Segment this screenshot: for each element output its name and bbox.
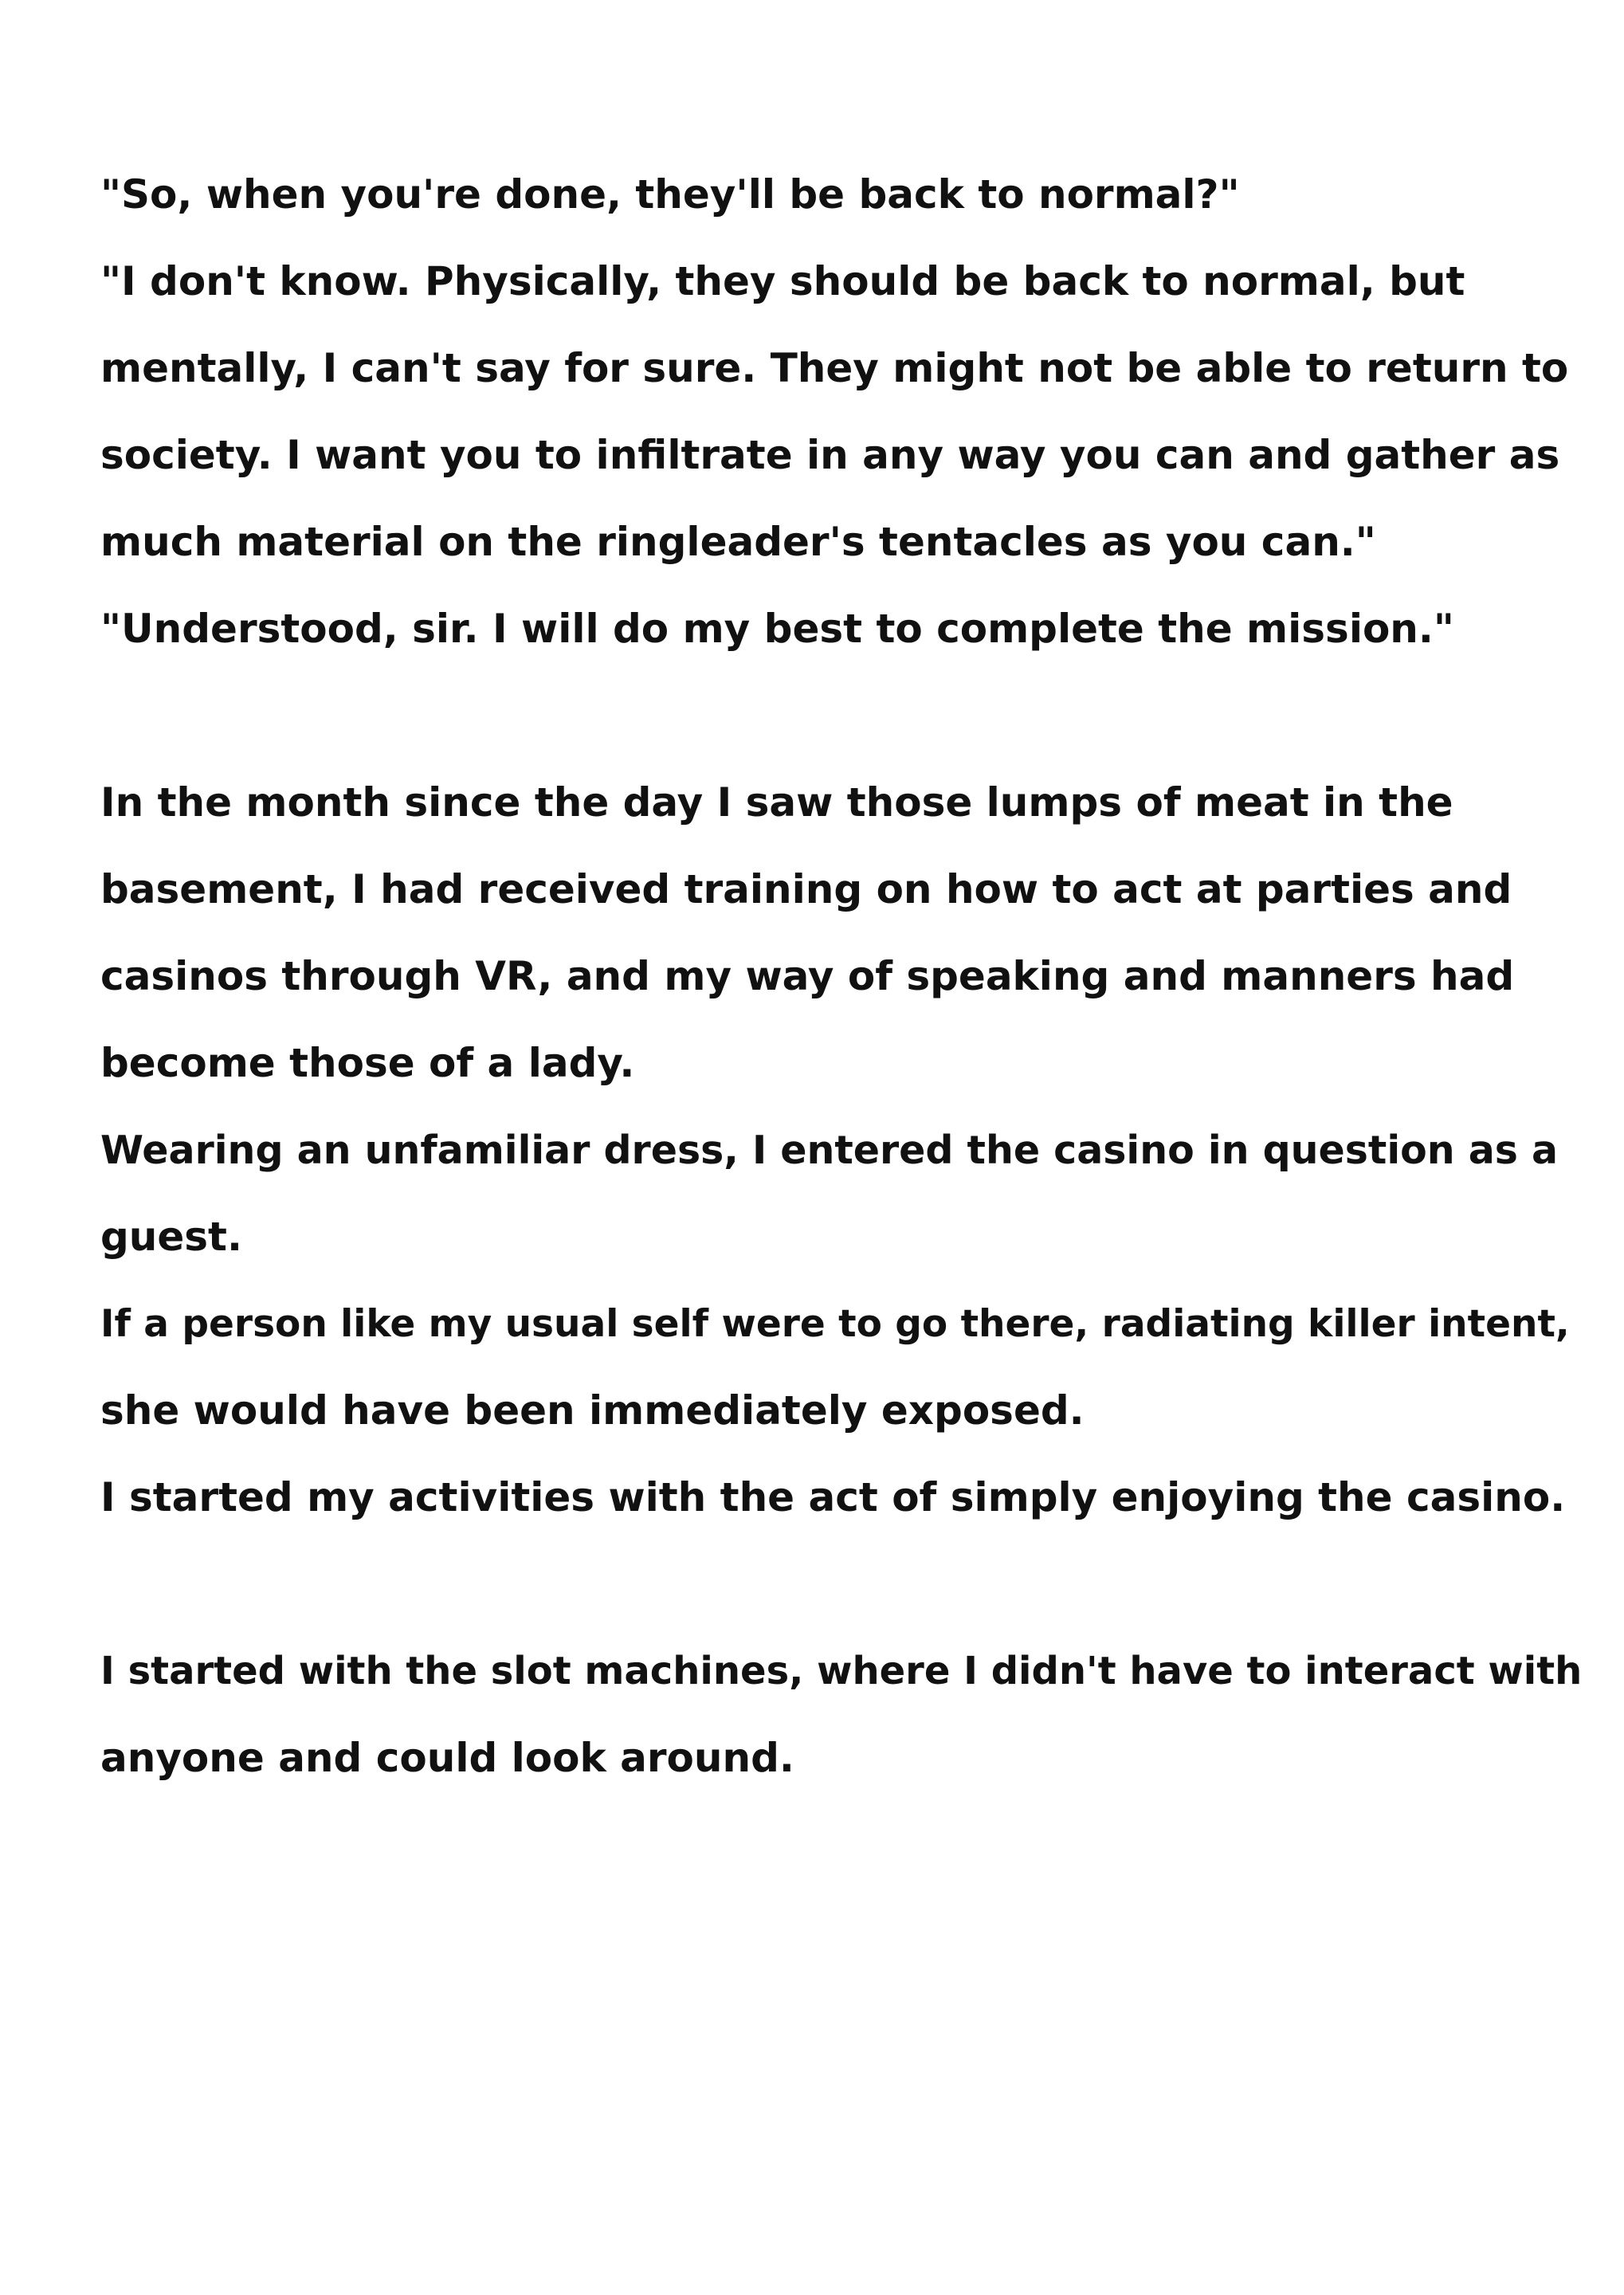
text-line: In the month since the day I saw those lumps of meat in the bbox=[100, 779, 1453, 826]
text-line: society. I want you to infiltrate in any way you can and gather as bbox=[100, 432, 1560, 478]
text-line: If a person like my usual self were to go there, radiating killer intent, bbox=[100, 1302, 1570, 1346]
text-line: "Understood, sir. I will do my best to complete the mission." bbox=[100, 606, 1454, 652]
text-line: Wearing an unfamiliar dress, I entered the casino in question as a bbox=[100, 1128, 1559, 1173]
text-line: become those of a lady. bbox=[100, 1040, 635, 1086]
text-line: much material on the ringleader's tentacles as you can." bbox=[100, 519, 1376, 565]
text-line: I started with the slot machines, where I didn't have to interact with bbox=[100, 1649, 1583, 1693]
text-line: she would have been immediately exposed. bbox=[100, 1387, 1085, 1434]
text-line: "I don't know. Physically, they should be back to normal, but bbox=[100, 258, 1465, 304]
text-line: I started my activities with the act of simply enjoying the casino. bbox=[100, 1474, 1566, 1520]
text-line: casinos through VR, and my way of speaking and manners had bbox=[100, 953, 1515, 999]
document-body bbox=[100, 151, 1583, 1802]
text-line: anyone and could look around. bbox=[100, 1735, 794, 1781]
text-line: "So, when you're done, they'll be back to normal?" bbox=[100, 171, 1240, 218]
text-line: basement, I had received training on how to act at parties and bbox=[100, 866, 1512, 912]
text-line: guest. bbox=[100, 1214, 242, 1260]
paragraph-gap bbox=[100, 673, 1583, 759]
text-line: mentally, I can't say for sure. They might not be able to return to bbox=[100, 345, 1569, 391]
paragraph-gap bbox=[100, 1541, 1583, 1628]
